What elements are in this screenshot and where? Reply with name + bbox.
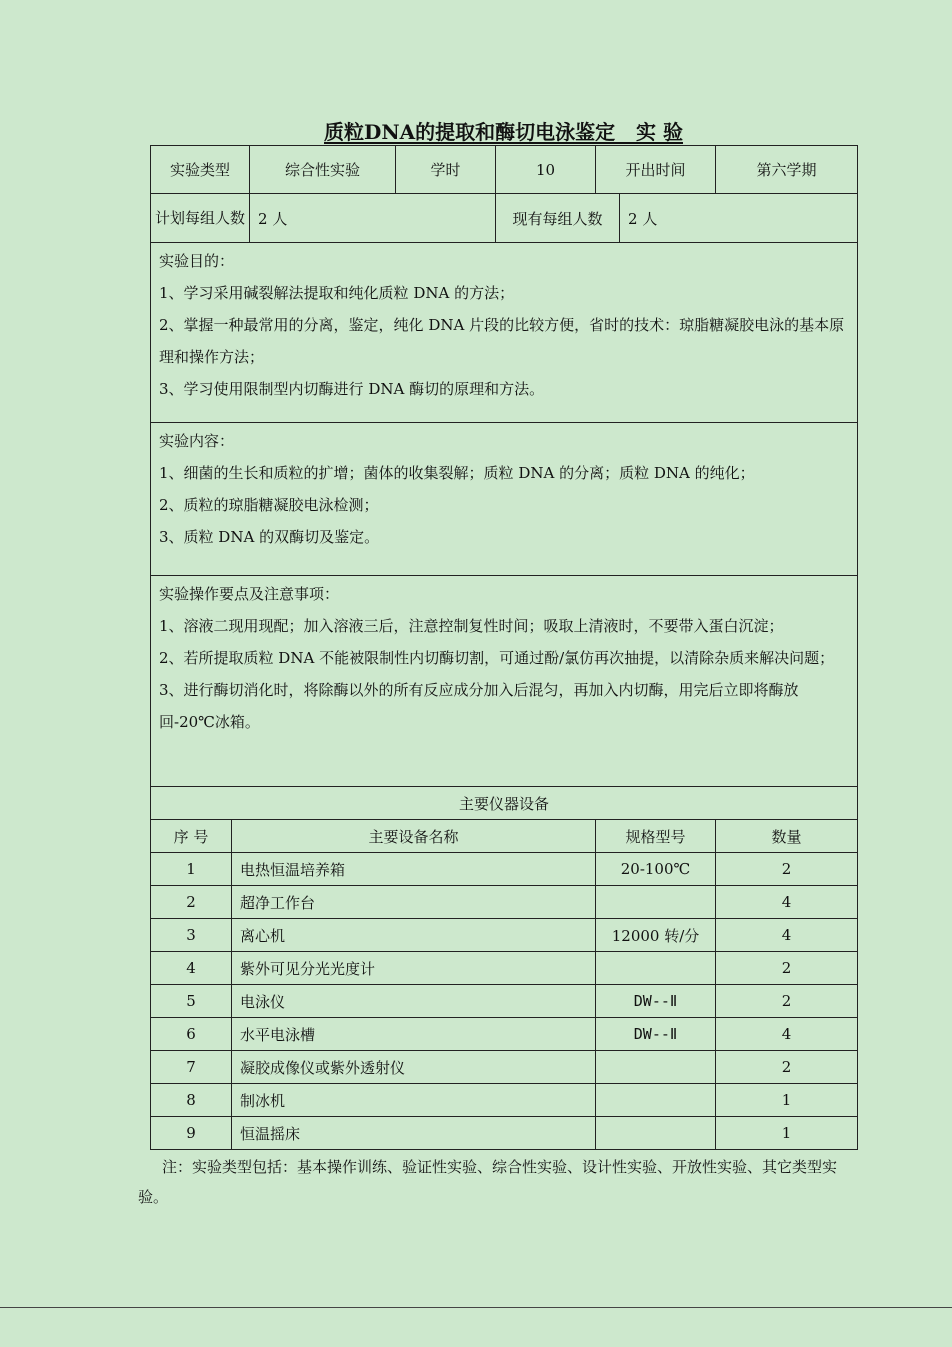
row-qty: 4 [716,919,858,952]
footer-divider [0,1307,952,1308]
notes-item: 3、进行酶切消化时，将除酶以外的所有反应成分加入后混匀，再加入内切酶，用完后立即将酶放回-20℃冰箱。 [159,681,799,731]
current-value: 2 人 [620,194,858,243]
table-row [151,919,858,952]
notes-item: 2、若所提取质粒 DNA 不能被限制性内切酶切割，可通过酚/氯仿再次抽提，以清除杂质来解决问题； [159,649,835,667]
table-row [151,985,858,1018]
row-qty: 2 [716,952,858,985]
content-section [151,423,858,576]
row-name: 电泳仪 [232,985,596,1018]
table-row [151,1018,858,1051]
row-spec [596,1117,716,1150]
col-no-header: 序 号 [151,820,232,853]
row-no: 1 [151,853,232,886]
row-name: 凝胶成像仪或紫外透射仪 [232,1051,596,1084]
row-qty: 4 [716,886,858,919]
table-row [151,853,858,886]
content-item: 2、质粒的琼脂糖凝胶电泳检测； [159,496,379,514]
row-spec [596,1084,716,1117]
time-label: 开出时间 [596,146,716,194]
purpose-item: 3、学习使用限制型内切酶进行 DNA 酶切的原理和方法。 [159,380,545,398]
row-no: 3 [151,919,232,952]
hours-value: 10 [496,146,596,194]
row-qty: 4 [716,1018,858,1051]
row-name: 水平电泳槽 [232,1018,596,1051]
plan-label: 计划每组人数 [151,194,250,243]
row-spec: 20-100℃ [596,853,716,886]
purpose-section [151,243,858,423]
row-name: 制冰机 [232,1084,596,1117]
document-title: 质粒DNA的提取和酶切电泳鉴定 实 验 [324,120,683,144]
row-name: 紫外可见分光光度计 [232,952,596,985]
plan-value: 2 人 [250,194,496,243]
row-name: 恒温摇床 [232,1117,596,1150]
content-item: 3、质粒 DNA 的双酶切及鉴定。 [159,528,380,546]
row-name: 超净工作台 [232,886,596,919]
table-row [151,1117,858,1150]
col-qty-header: 数量 [716,820,858,853]
row-spec: 12000 转/分 [596,919,716,952]
row-no: 4 [151,952,232,985]
table-row [151,1051,858,1084]
notes-item: 1、溶液二现用现配；加入溶液三后，注意控制复性时间；吸取上清液时，不要带入蛋白沉淀； [159,617,784,635]
type-value: 综合性实验 [250,146,396,194]
table-row [151,886,858,919]
row-qty: 1 [716,1084,858,1117]
row-qty: 1 [716,1117,858,1150]
experiment-table [150,145,858,1150]
row-spec [596,886,716,919]
col-spec-header: 规格型号 [596,820,716,853]
content-heading: 实验内容： [159,432,235,450]
row-qty: 2 [716,1051,858,1084]
notes-section [151,576,858,787]
notes-heading: 实验操作要点及注意事项： [159,585,340,603]
current-label: 现有每组人数 [496,194,620,243]
purpose-item: 2、掌握一种最常用的分离，鉴定，纯化 DNA 片段的比较方便，省时的技术：琼脂糖凝胶电泳的基本原理和操作方法； [159,316,845,366]
purpose-item: 1、学习采用碱裂解法提取和纯化质粒 DNA 的方法； [159,284,515,302]
row-qty: 2 [716,985,858,1018]
row-no: 5 [151,985,232,1018]
purpose-heading: 实验目的： [159,252,235,270]
time-value: 第六学期 [716,146,858,194]
row-spec [596,952,716,985]
row-no: 9 [151,1117,232,1150]
row-no: 6 [151,1018,232,1051]
content-item: 1、细菌的生长和质粒的扩增；菌体的收集裂解；质粒 DNA 的分离；质粒 DNA 的纯化； [159,464,755,482]
row-spec [596,1051,716,1084]
col-name-header: 主要设备名称 [232,820,596,853]
hours-label: 学时 [396,146,496,194]
table-row [151,1084,858,1117]
table-row [151,952,858,985]
equipment-heading: 主要仪器设备 [151,787,858,820]
footnote: 注：实验类型包括：基本操作训练、验证性实验、综合性实验、设计性实验、开放性实验、其它类型实验。 [138,1158,838,1206]
row-spec: DW--Ⅱ [596,985,716,1018]
row-name: 电热恒温培养箱 [232,853,596,886]
row-no: 8 [151,1084,232,1117]
row-no: 7 [151,1051,232,1084]
row-no: 2 [151,886,232,919]
row-name: 离心机 [232,919,596,952]
type-label: 实验类型 [151,146,250,194]
row-qty: 2 [716,853,858,886]
row-spec: DW--Ⅱ [596,1018,716,1051]
